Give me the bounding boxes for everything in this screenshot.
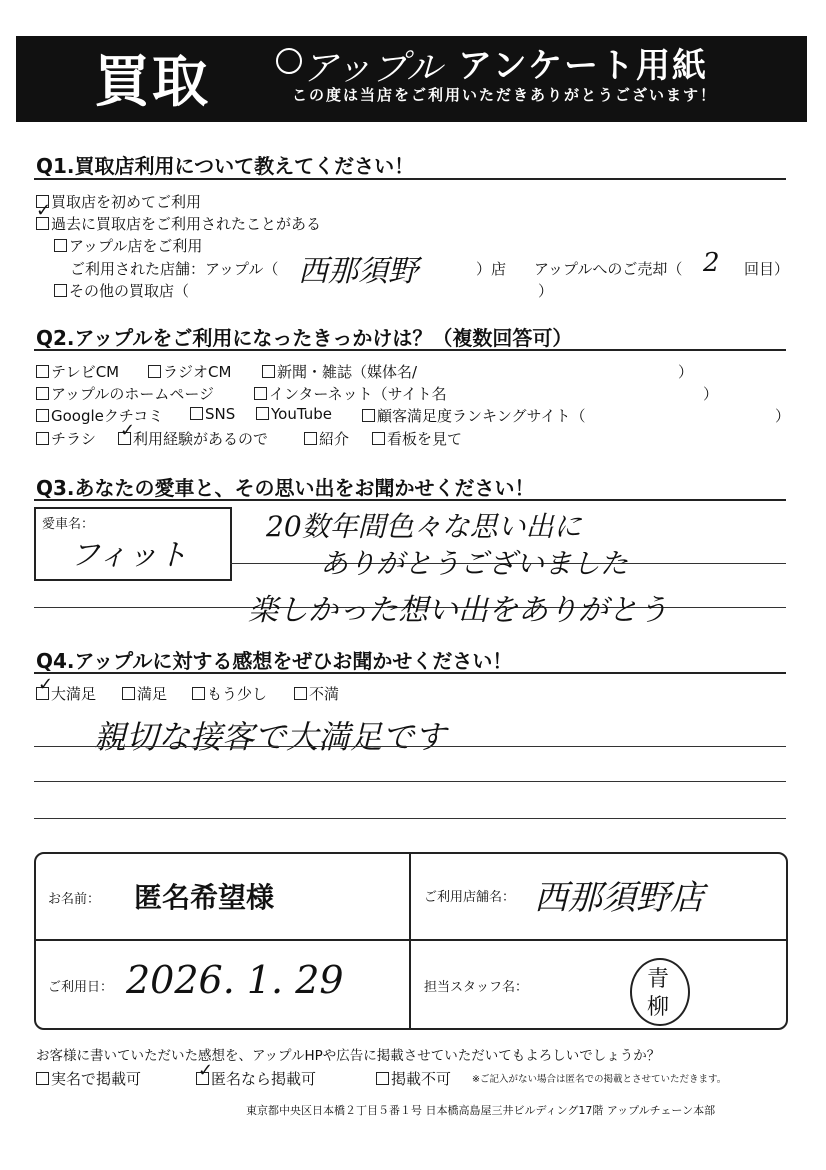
- checkbox-icon: [254, 387, 267, 400]
- header-logo-text: アップル: [302, 48, 443, 89]
- option-label: 大満足: [51, 685, 97, 703]
- q4-question: Q4.アップルに対する感想をぜひお聞かせください！: [36, 649, 513, 673]
- checkbox-icon: [36, 409, 49, 422]
- option-label: テレビCM: [51, 363, 120, 381]
- writing-line: [34, 746, 786, 747]
- memory-line-3: 楽しかった想い出をありがとう: [248, 593, 668, 628]
- q2-option-internet[interactable]: [254, 383, 447, 404]
- divider: [34, 178, 786, 180]
- footer-address: 東京都中央区日本橋２丁目５番１号 日本橋高島屋三井ビルディング17階 アップルチェーン本部: [246, 1104, 716, 1117]
- checkbox-icon: [362, 409, 375, 422]
- q2-option-ranking[interactable]: [362, 405, 586, 426]
- q1-store-handwritten: 西那須野: [298, 254, 418, 289]
- checkbox-icon: [36, 1072, 49, 1085]
- q2-row1-close: ）: [678, 363, 694, 381]
- option-label: 過去に買取店をご利用されたことがある: [51, 215, 322, 233]
- staff-label: 担当スタッフ名：: [424, 980, 529, 995]
- divider: [34, 349, 786, 351]
- check-mark-icon: ✓: [198, 1060, 214, 1081]
- staff-stamp-top: 青: [647, 967, 670, 992]
- option-label: 実名で掲載可: [51, 1070, 142, 1088]
- check-mark-icon: ✓: [36, 200, 52, 221]
- q2-option-youtube[interactable]: [256, 405, 332, 423]
- q2-option-radiocm[interactable]: [148, 361, 231, 382]
- checkbox-icon: [36, 365, 49, 378]
- staff-stamp-bottom: 柳: [647, 995, 670, 1020]
- option-label: 不満: [309, 685, 340, 703]
- option-label: ラジオCM: [163, 363, 232, 381]
- consent-option-anonymous[interactable]: [196, 1068, 316, 1089]
- q2-option-referral[interactable]: [304, 428, 349, 449]
- option-label: アップル店をご利用: [69, 237, 203, 255]
- option-label: SNS: [205, 405, 236, 423]
- option-label: 満足: [137, 685, 168, 703]
- q2-option-homepage[interactable]: [36, 383, 214, 404]
- consent-option-real-name[interactable]: [36, 1068, 141, 1089]
- consent-note: ※ご記入がない場合は匿名での掲載とさせていただきます。: [472, 1074, 727, 1085]
- check-mark-icon: ✓: [120, 420, 136, 441]
- option-label: 紹介: [319, 430, 350, 448]
- checkbox-icon: [54, 284, 67, 297]
- memory-line-1: 20数年間色々な思い出に: [266, 510, 582, 543]
- q1-option-first[interactable]: [36, 191, 201, 212]
- form-title: アンケート用紙: [458, 46, 708, 86]
- divider: [34, 499, 786, 501]
- q1-store-label: ご利用された店舗：アップル（: [70, 260, 279, 278]
- q1-store-suffix: ）店: [476, 260, 507, 278]
- checkbox-icon: [54, 239, 67, 252]
- q2-option-flyer[interactable]: [36, 428, 96, 449]
- store-value: 西那須野店: [534, 878, 704, 918]
- option-label: Googleクチコミ: [51, 407, 164, 425]
- checkbox-icon: [190, 407, 203, 420]
- name-value: 匿名希望様: [134, 881, 275, 914]
- q2-row2-close: ）: [703, 385, 719, 403]
- check-mark-icon: ✓: [38, 674, 54, 695]
- apple-logo-icon: [276, 48, 302, 74]
- q2-option-experience[interactable]: [118, 428, 268, 449]
- q2-option-signboard[interactable]: [372, 428, 462, 449]
- option-label: その他の買取店（: [69, 282, 190, 300]
- option-label: 買取店を初めてご利用: [51, 193, 202, 211]
- name-label: お名前：: [48, 892, 101, 907]
- option-label: YouTube: [271, 405, 332, 423]
- option-label: アップルのホームページ: [51, 385, 215, 403]
- memory-line-2: ありがとうございました: [320, 547, 629, 580]
- option-label: 看板を見て: [387, 430, 463, 448]
- checkbox-icon: [294, 687, 307, 700]
- q1-sell-count: 2: [703, 248, 720, 278]
- q1-option-apple[interactable]: [54, 235, 202, 256]
- checkbox-icon: [256, 407, 269, 420]
- q2-question: Q2.アップルをご利用になったきっかけは？（複数回答可）: [36, 326, 573, 350]
- option-label: 新聞・雑誌（媒体名/: [277, 363, 418, 381]
- option-label: 掲載不可: [391, 1070, 452, 1088]
- checkbox-icon: [372, 432, 385, 445]
- car-name-value: フィット: [70, 538, 188, 573]
- option-label: 顧客満足度ランキングサイト（: [377, 407, 586, 425]
- q3-question: Q3.あなたの愛車と、その思い出をお聞かせください！: [36, 476, 535, 500]
- divider: [34, 672, 786, 674]
- header-subtitle: この度は当店をご利用いただきありがとうございます！: [292, 86, 718, 104]
- q2-option-newspaper[interactable]: [262, 361, 417, 382]
- divider: [34, 939, 786, 941]
- writing-line: [34, 818, 786, 819]
- q2-option-google[interactable]: [36, 405, 163, 426]
- checkbox-icon: [122, 687, 135, 700]
- q4-option-unsatisfied[interactable]: [294, 683, 339, 704]
- option-label: 利用経験があるので: [133, 430, 269, 448]
- header-kaitori: 買取: [94, 50, 210, 115]
- consent-option-no[interactable]: [376, 1068, 451, 1089]
- q4-option-satisfied[interactable]: [122, 683, 167, 704]
- date-value: 2026. 1. 29: [126, 958, 344, 1002]
- checkbox-icon: [192, 687, 205, 700]
- store-label: ご利用店舗名：: [424, 890, 516, 905]
- q2-option-tvcm[interactable]: [36, 361, 119, 382]
- q1-sell-suffix: 回目）: [744, 260, 790, 278]
- header-banner: [16, 36, 807, 122]
- q1-option-past[interactable]: [36, 213, 321, 234]
- option-label: 匿名なら掲載可: [211, 1070, 317, 1088]
- q2-row3-close: ）: [775, 407, 791, 425]
- option-label: インターネット（サイト名: [269, 385, 447, 403]
- checkbox-icon: [148, 365, 161, 378]
- q4-option-so-so[interactable]: [192, 683, 267, 704]
- q2-option-sns[interactable]: [190, 405, 235, 423]
- checkbox-icon: [376, 1072, 389, 1085]
- q4-comment: 親切な接客で大満足です: [94, 718, 447, 756]
- option-label: もう少し: [207, 685, 268, 703]
- q1-sell-label: アップルへのご売却（: [534, 260, 683, 278]
- consent-question: お客様に書いていただいた感想を、アップルHPや広告に掲載させていただいてもよろしいでしょうか？: [36, 1048, 661, 1064]
- checkbox-icon: [262, 365, 275, 378]
- q1-question: Q1.買取店利用について教えてください！: [36, 154, 415, 178]
- checkbox-icon: [36, 387, 49, 400]
- option-label: チラシ: [51, 430, 97, 448]
- checkbox-icon: [304, 432, 317, 445]
- writing-line: [34, 781, 786, 782]
- car-name-label: 愛車名：: [42, 517, 95, 532]
- q1-option-other[interactable]: [54, 280, 189, 301]
- checkbox-icon: [36, 432, 49, 445]
- q1-other-close: ）: [538, 282, 554, 300]
- date-label: ご利用日：: [48, 980, 114, 995]
